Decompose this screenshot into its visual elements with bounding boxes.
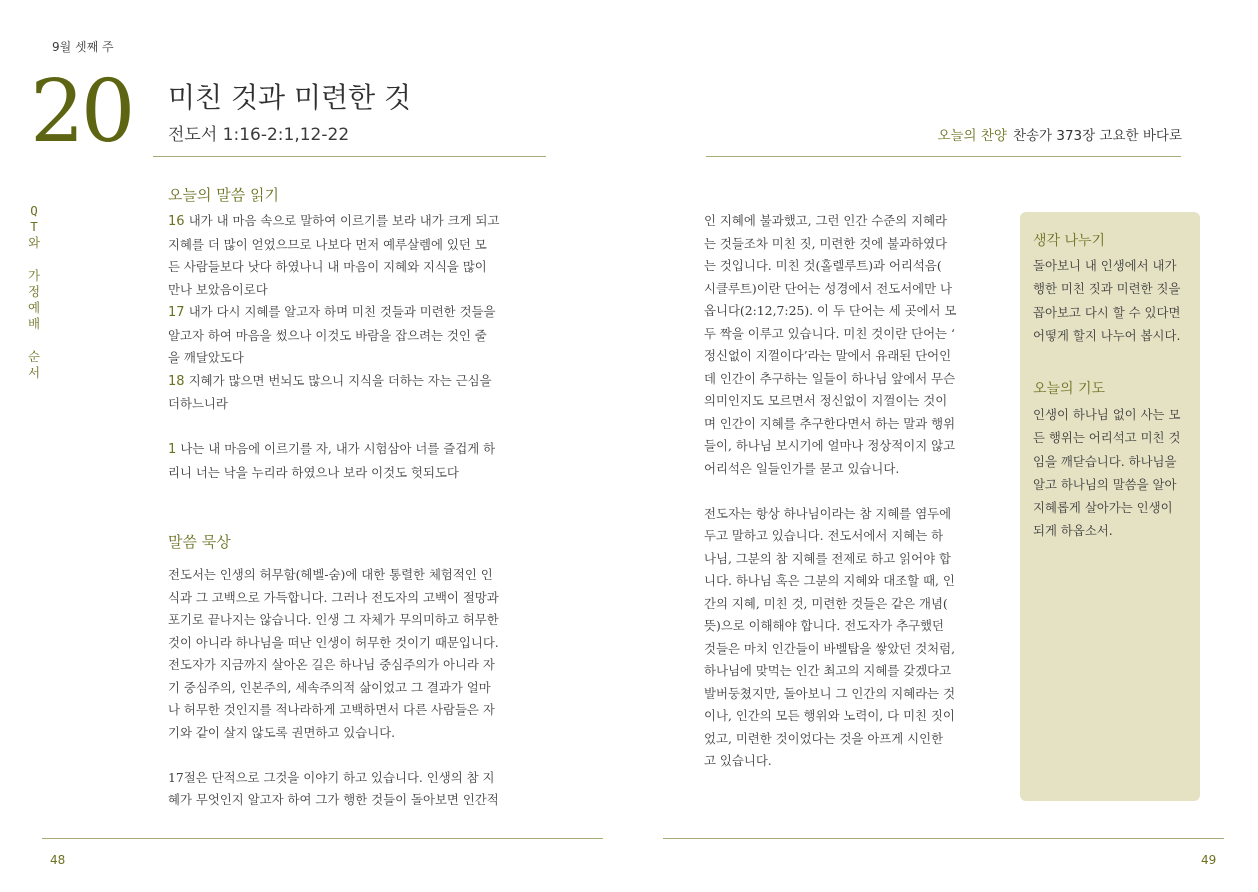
meditation-line: 17절은 단적으로 그것을 이야기 하고 있습니다. 인생의 참 지 — [168, 769, 495, 785]
verse-line — [168, 256, 499, 279]
verse-line — [168, 347, 499, 370]
commentary-line: 며 인간이 지혜를 추구한다면서 하는 말과 행위 — [704, 415, 956, 431]
day-number: 20 — [30, 62, 132, 162]
commentary-line: 전도자는 항상 하나님이라는 참 지혜를 염두에 — [704, 505, 952, 521]
commentary-line: 는 것들조차 미친 짓, 미련한 것에 불과하였다 — [704, 235, 948, 251]
reflection-box — [1020, 212, 1200, 801]
prayer-line: 든 행위는 어리석고 미친 것 — [1033, 430, 1181, 446]
sharing-heading: 생각 나누기 — [1033, 233, 1106, 249]
commentary-line: 정신없이 지껄이다’라는 말에서 유래된 단어인 — [704, 348, 952, 363]
commentary-line: 는 것입니다. 미친 것(홀렐루트)과 어리석음( — [704, 258, 942, 273]
sharing-line: 꼽아보고 다시 할 수 있다면 — [1033, 304, 1181, 320]
prayer-line: 알고 하나님의 말씀을 알아 — [1033, 476, 1177, 492]
verse-text: 더하느니라 — [168, 396, 228, 411]
verse-number: 16 — [168, 214, 189, 229]
meditation-paragraph-2 — [168, 767, 499, 812]
verse-text: 지혜가 많으면 번뇌도 많으니 지식을 더하는 자는 근심을 — [188, 372, 492, 388]
verse-text: 든 사람들보다 낫다 하였나니 내 마음이 지혜와 지식을 많이 — [168, 259, 487, 274]
hymn-label: 오늘의 찬양 — [937, 128, 1007, 144]
commentary-line: 발버둥쳤지만, 돌아보니 그 인간의 지혜라는 것 — [704, 685, 956, 701]
meditation-text — [168, 564, 499, 812]
commentary-line: 하나님에 맞먹는 인간 최고의 지혜를 갖겠다고 — [704, 663, 952, 678]
meditation-line: 전도자가 지금까지 살아온 길은 하나님 중심주의가 아니라 자 — [168, 657, 495, 672]
meditation-line: 전도서는 인생의 허무함(헤벨-숨)에 대한 통렬한 체험적인 인 — [168, 567, 493, 582]
verse-line — [168, 393, 499, 416]
sharing-text — [1033, 254, 1193, 347]
prayer-line: 되게 하옵소서. — [1033, 523, 1113, 539]
sharing-line: 어떻게 할지 나누어 봅시다. — [1033, 327, 1181, 343]
commentary-line: 어리석은 일들인가를 묻고 있습니다. — [704, 460, 900, 476]
verse-line — [168, 234, 499, 257]
verse-number: 18 — [168, 373, 189, 389]
scripture-reference: 전도서 1:16-2:1,12-22 — [168, 125, 350, 145]
commentary-line: 니다. 하나님 혹은 그분의 지혜와 대조할 때, 인 — [704, 573, 955, 588]
paragraph-gap — [704, 480, 956, 503]
verse-number: 17 — [168, 305, 189, 320]
header-divider-right — [706, 156, 1181, 157]
commentary-text — [704, 210, 956, 773]
verse-number: 1 — [168, 442, 181, 457]
verse-text: 알고자 하여 마음을 썼으나 이것도 바람을 잡으려는 것인 줄 — [168, 327, 487, 343]
verse-text: 지혜를 더 많이 얻었으므로 나보다 먼저 예루살렘에 있던 모 — [168, 236, 487, 252]
commentary-line: 간의 지혜, 미친 것, 미련한 것들은 같은 개념( — [704, 595, 948, 611]
meditation-line: 나 허무한 것인지를 적나라하게 고백하면서 다른 사람들은 자 — [168, 702, 495, 717]
meditation-heading: 말씀 묵상 — [168, 533, 231, 551]
commentary-line: 두 짝을 이루고 있습니다. 미친 것이란 단어는 ‘ — [704, 325, 955, 341]
verse-line — [168, 301, 499, 325]
prayer-heading: 오늘의 기도 — [1033, 381, 1106, 397]
commentary-line: 나님, 그분의 참 지혜를 전제로 하고 읽어야 합 — [704, 550, 951, 566]
meditation-line: 것이 아니라 하나님을 떠난 인생이 허무한 것이기 때문입니다. — [168, 634, 499, 650]
todays-hymn — [937, 124, 1182, 144]
commentary-line: 데 인간이 추구하는 일들이 하나님 앞에서 무슨 — [704, 370, 956, 386]
meditation-line: 기 중심주의, 인본주의, 세속주의적 삶이었고 그 결과가 얼마 — [168, 679, 491, 695]
meditation-line: 혜가 무엇인지 알고자 하여 그가 행한 것들이 돌아보면 인간적 — [168, 792, 499, 807]
meditation-paragraph-1 — [168, 564, 499, 744]
verse-text: 을 깨달았도다 — [168, 350, 244, 365]
verse-text: 만나 보았음이로다 — [168, 281, 268, 297]
commentary-line: 고 있습니다. — [704, 753, 772, 768]
prayer-line: 임을 깨닫습니다. 하나님을 — [1033, 453, 1177, 469]
meditation-line: 식과 그 고백으로 가득합니다. 그러나 전도자의 고백이 절망과 — [168, 589, 499, 605]
commentary-line: 인 지혜에 불과했고, 그런 인간 수준의 지혜라 — [704, 213, 948, 228]
verse-line — [168, 438, 499, 462]
sharing-line: 돌아보니 내 인생에서 내가 — [1033, 258, 1177, 273]
scripture-reading — [168, 210, 499, 484]
page-number-right: 49 — [1201, 853, 1217, 867]
verse-line — [168, 462, 499, 485]
verse-line — [168, 370, 499, 394]
verse-line — [168, 279, 499, 302]
verse-text: 내가 내 마음 속으로 말하여 이르기를 보라 내가 크게 되고 — [188, 213, 500, 228]
hymn-text: 찬송가 373장 고요한 바다로 — [1012, 128, 1182, 144]
commentary-line: 것들은 마치 인간들이 바벨탑을 쌓았던 것처럼, — [704, 640, 956, 656]
commentary-line: 시클루트)이란 단어는 성경에서 전도서에만 나 — [704, 280, 953, 296]
verse-text: 리니 너는 낙을 누리라 하였으나 보라 이것도 헛되도다 — [168, 464, 459, 480]
prayer-line: 지혜롭게 살아가는 인생이 — [1033, 500, 1173, 516]
page-number-left: 48 — [50, 853, 66, 867]
commentary-paragraph-1 — [704, 210, 956, 480]
verse-line — [168, 210, 499, 234]
prayer-text — [1033, 403, 1193, 543]
commentary-line: 이나, 인간의 모든 행위와 노력이, 다 미친 짓이 — [704, 708, 955, 723]
commentary-line: 옵니다(2:12,7:25). 이 두 단어는 세 곳에서 모 — [704, 303, 957, 318]
prayer-line: 인생이 하나님 없이 사는 모 — [1033, 407, 1181, 422]
commentary-line: 들이, 하나님 보시기에 얼마나 정상적이지 않고 — [704, 438, 956, 453]
meditation-line: 기와 같이 살지 않도록 권면하고 있습니다. — [168, 724, 396, 740]
verse-text: 나는 내 마음에 이르기를 자, 내가 시험삼아 너를 즐겁게 하 — [180, 441, 496, 456]
commentary-line: 두고 말하고 있습니다. 전도서에서 지혜는 하 — [704, 528, 944, 543]
footer-divider-left — [42, 838, 603, 839]
footer-divider-right — [663, 838, 1224, 839]
commentary-line: 의미인지도 모르면서 정신없이 지껄이는 것이 — [704, 393, 948, 408]
commentary-line: 었고, 미련한 것이었다는 것을 아프게 시인한 — [704, 730, 944, 746]
side-tab-label: Q T 와 가 정 예 배 순 서 — [27, 203, 41, 381]
commentary-line: 뜻)으로 이해해야 합니다. 전도자가 추구했던 — [704, 618, 944, 633]
reading-heading: 오늘의 말씀 읽기 — [168, 186, 279, 204]
sharing-line: 행한 미친 짓과 미련한 짓을 — [1033, 281, 1181, 297]
header-divider-left — [153, 156, 546, 157]
verse-text: 내가 다시 지혜를 알고자 하며 미친 것들과 미련한 것들을 — [188, 304, 496, 319]
meditation-line: 포기로 끝나지는 않습니다. 인생 그 자체가 무의미하고 허무한 — [168, 612, 499, 627]
page-title: 미친 것과 미련한 것 — [168, 81, 412, 114]
week-label: 9월 셋째 주 — [52, 40, 114, 54]
verse-gap — [168, 416, 499, 439]
paragraph-gap — [168, 744, 499, 767]
commentary-paragraph-2 — [704, 503, 956, 773]
verse-line — [168, 325, 499, 348]
